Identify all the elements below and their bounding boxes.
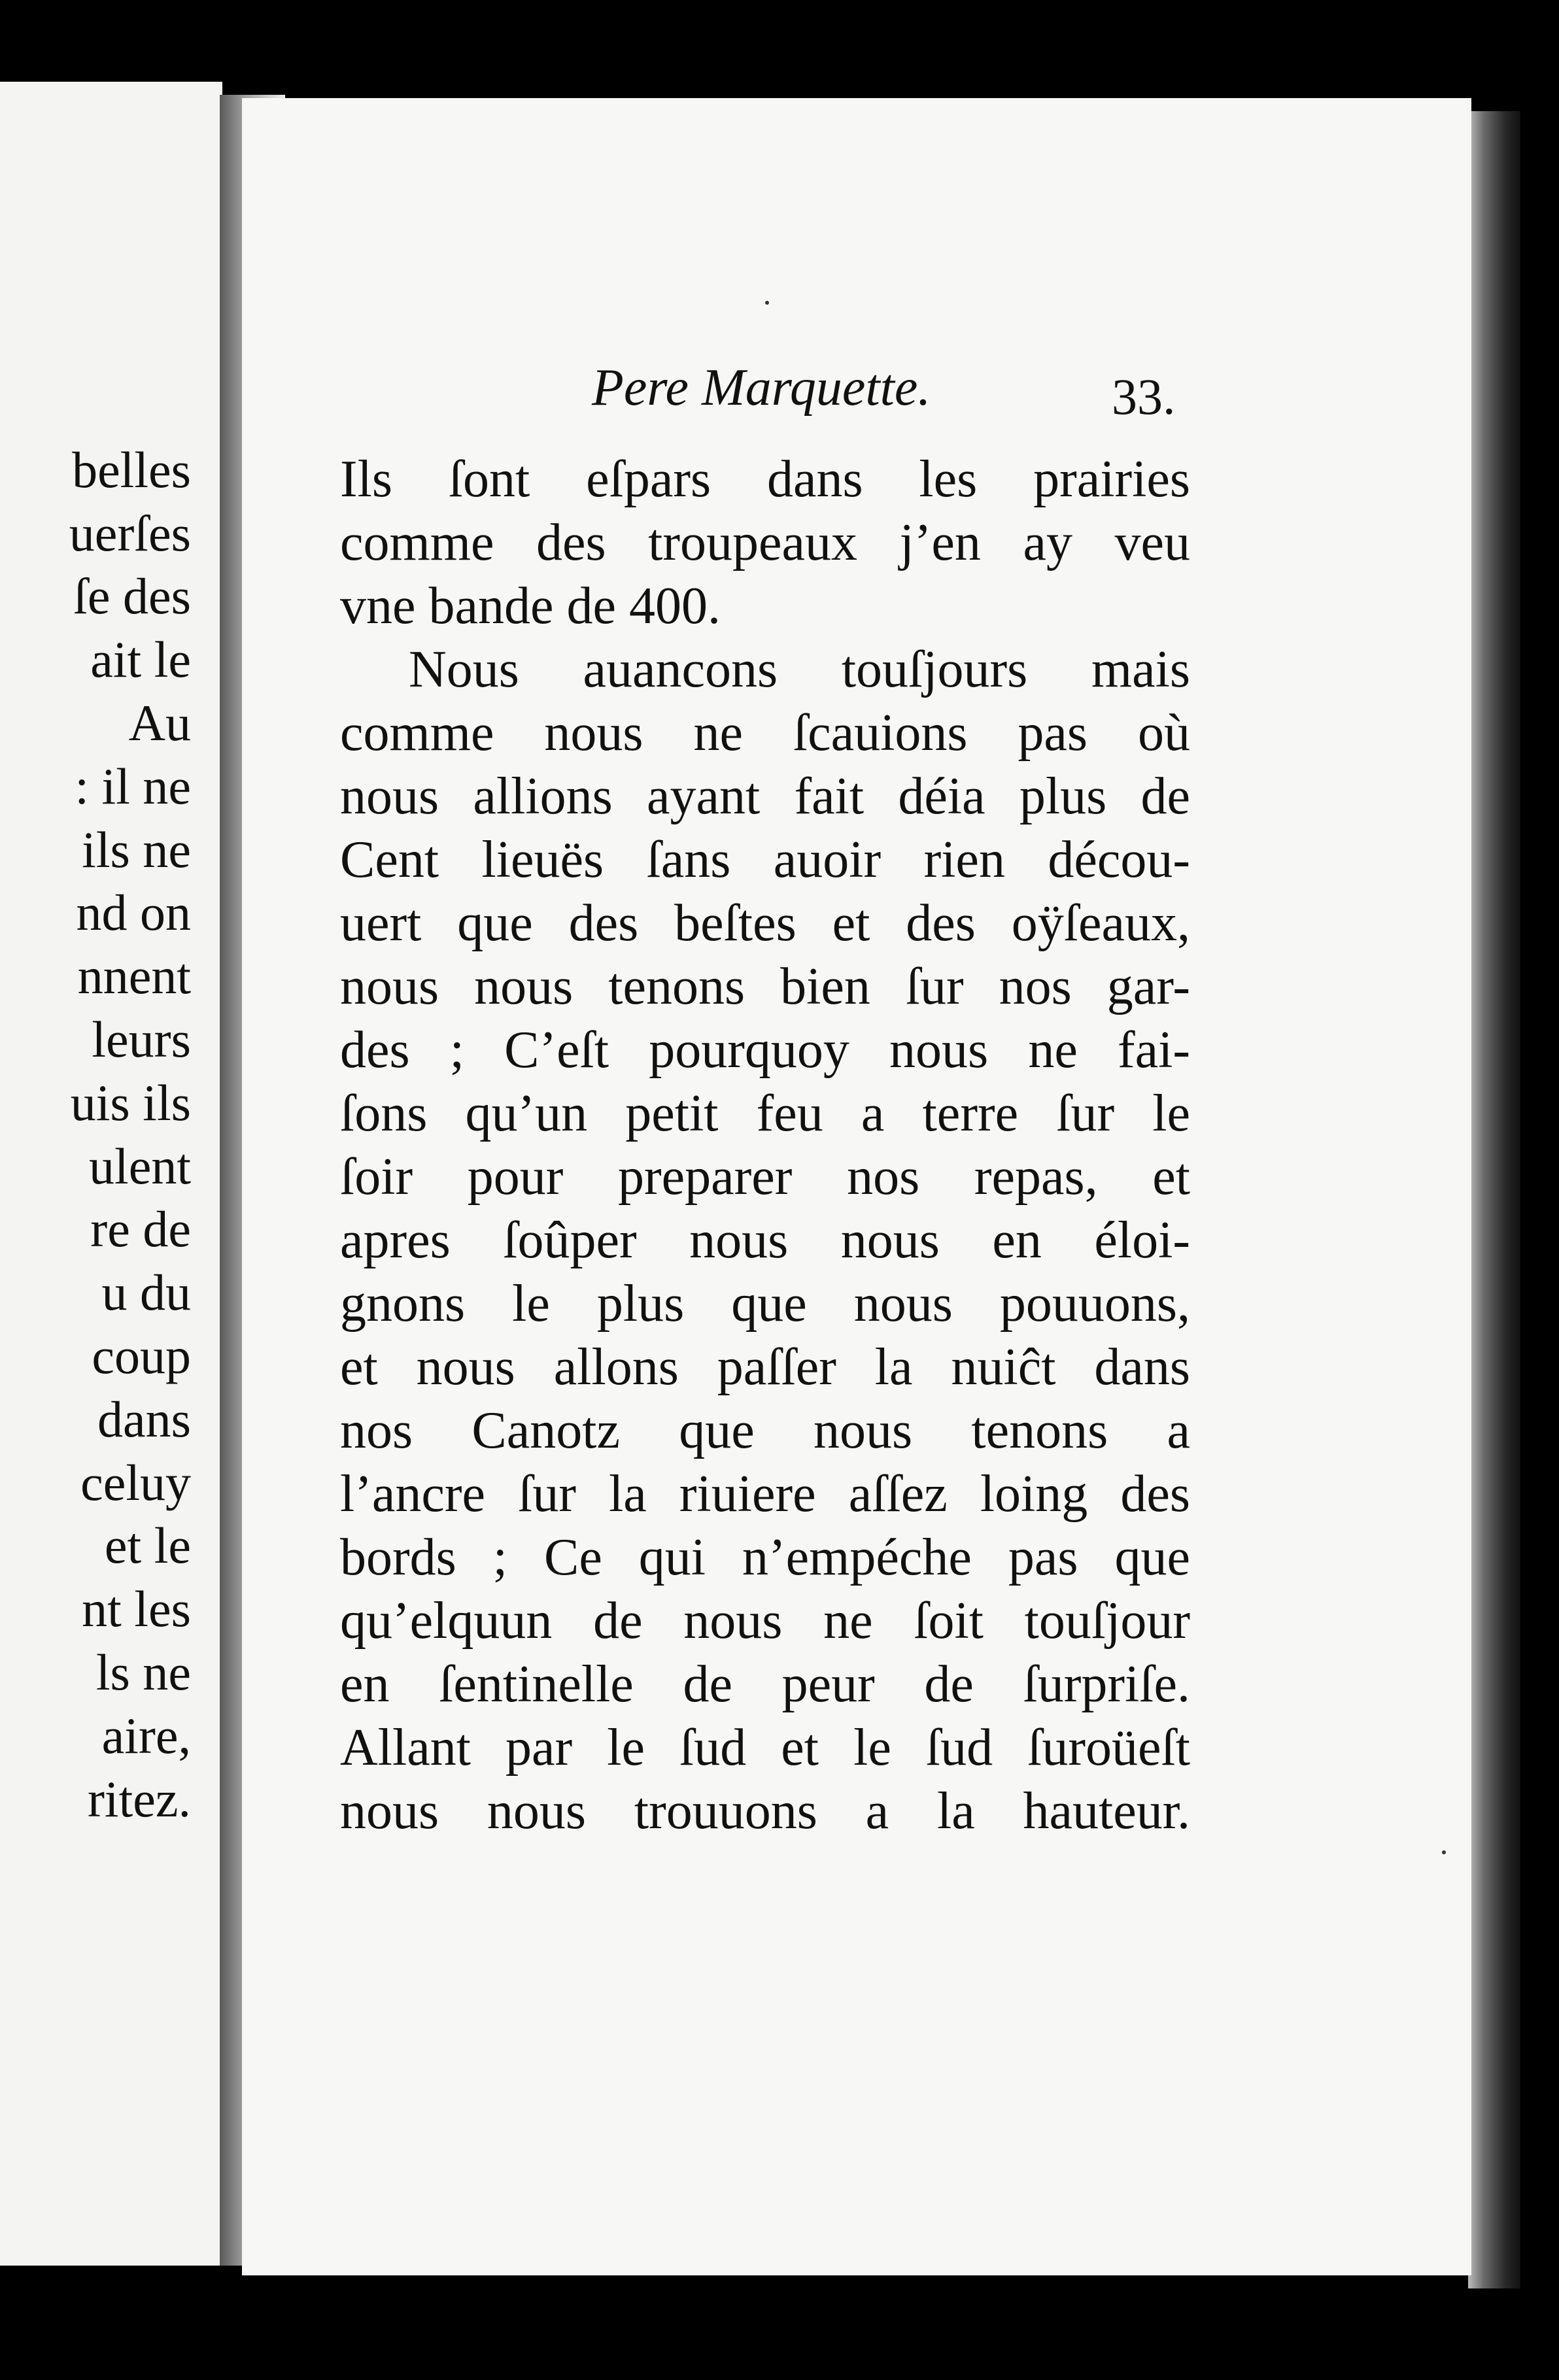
paper-speck — [1442, 1850, 1446, 1854]
left-page-line: ls ne — [95, 1644, 191, 1701]
left-page-line: : il ne — [75, 758, 191, 815]
left-page-line: dans — [97, 1391, 191, 1448]
body-line: ſoir pour preparer nos repas, et — [340, 1148, 1190, 1206]
left-page-line: Au — [128, 694, 191, 751]
body-line: des ; C’eſt pourquoy nous ne fai- — [340, 1021, 1190, 1079]
paper-speck — [765, 301, 769, 305]
body-line: ſons qu’un petit feu a terre ſur le — [340, 1085, 1190, 1142]
left-page — [0, 82, 222, 2266]
left-page-line: et le — [104, 1517, 191, 1574]
body-line: Cent lieuës ſans auoir rien décou- — [340, 831, 1190, 889]
left-page-line: ait le — [90, 631, 191, 688]
left-page-line: ulent — [89, 1138, 191, 1195]
page-number: 33. — [1112, 368, 1176, 425]
left-page-line: re de — [90, 1200, 191, 1257]
left-page-line: ſe des — [73, 568, 191, 624]
body-line: l’ancre ſur la riuiere aſſez loing des — [340, 1465, 1190, 1523]
left-page-line: aire, — [101, 1707, 191, 1764]
left-page-line: belles — [72, 441, 191, 498]
page-edge-shadow — [1468, 111, 1520, 2288]
body-line: comme des troupeaux j’en ay veu — [340, 514, 1190, 571]
left-page-line: nd on — [76, 884, 191, 941]
left-page-line: uis ils — [70, 1074, 191, 1131]
left-page-line: nnent — [77, 947, 191, 1004]
body-line: vne bande de 400. — [340, 577, 721, 635]
body-line: qu’elquun de nous ne ſoit touſjour — [340, 1592, 1190, 1650]
left-page-line: celuy — [80, 1454, 191, 1511]
running-title: Pere Marquette. — [592, 359, 931, 416]
left-page-line: leurs — [92, 1011, 191, 1068]
body-line: et nous allons paſſer la nuiĉt dans — [340, 1338, 1190, 1396]
body-line: en ſentinelle de peur de ſurpriſe. — [340, 1656, 1190, 1713]
body-line: nous nous tenons bien ſur nos gar- — [340, 958, 1190, 1015]
body-line: comme nous ne ſcauions pas où — [340, 704, 1190, 762]
body-line: gnons le plus que nous pouuons, — [340, 1275, 1190, 1333]
left-page-line: nt les — [82, 1580, 191, 1637]
body-line: nous allions ayant fait déia plus de — [340, 768, 1190, 825]
body-line: Allant par le ſud et le ſud ſuroüeſt — [340, 1719, 1190, 1776]
left-page-line: ils ne — [82, 821, 191, 878]
left-page-line: coup — [92, 1327, 191, 1384]
body-line: apres ſoûper nous nous en éloi- — [340, 1212, 1190, 1269]
body-line: uert que des beſtes et des oÿſeaux, — [340, 894, 1190, 952]
body-line: nos Canotz que nous tenons a — [340, 1402, 1190, 1459]
body-line: Nous auancons touſjours mais — [409, 641, 1190, 698]
left-page-line: ritez. — [87, 1771, 191, 1828]
left-page-line: u du — [101, 1264, 191, 1321]
body-line: nous nous trouuons a la hauteur. — [340, 1782, 1190, 1840]
left-page-line: uerſes — [69, 505, 191, 562]
body-line: bords ; Ce qui n’empéche pas que — [340, 1529, 1190, 1586]
body-line: Ils ſont eſpars dans les prairies — [340, 450, 1190, 508]
